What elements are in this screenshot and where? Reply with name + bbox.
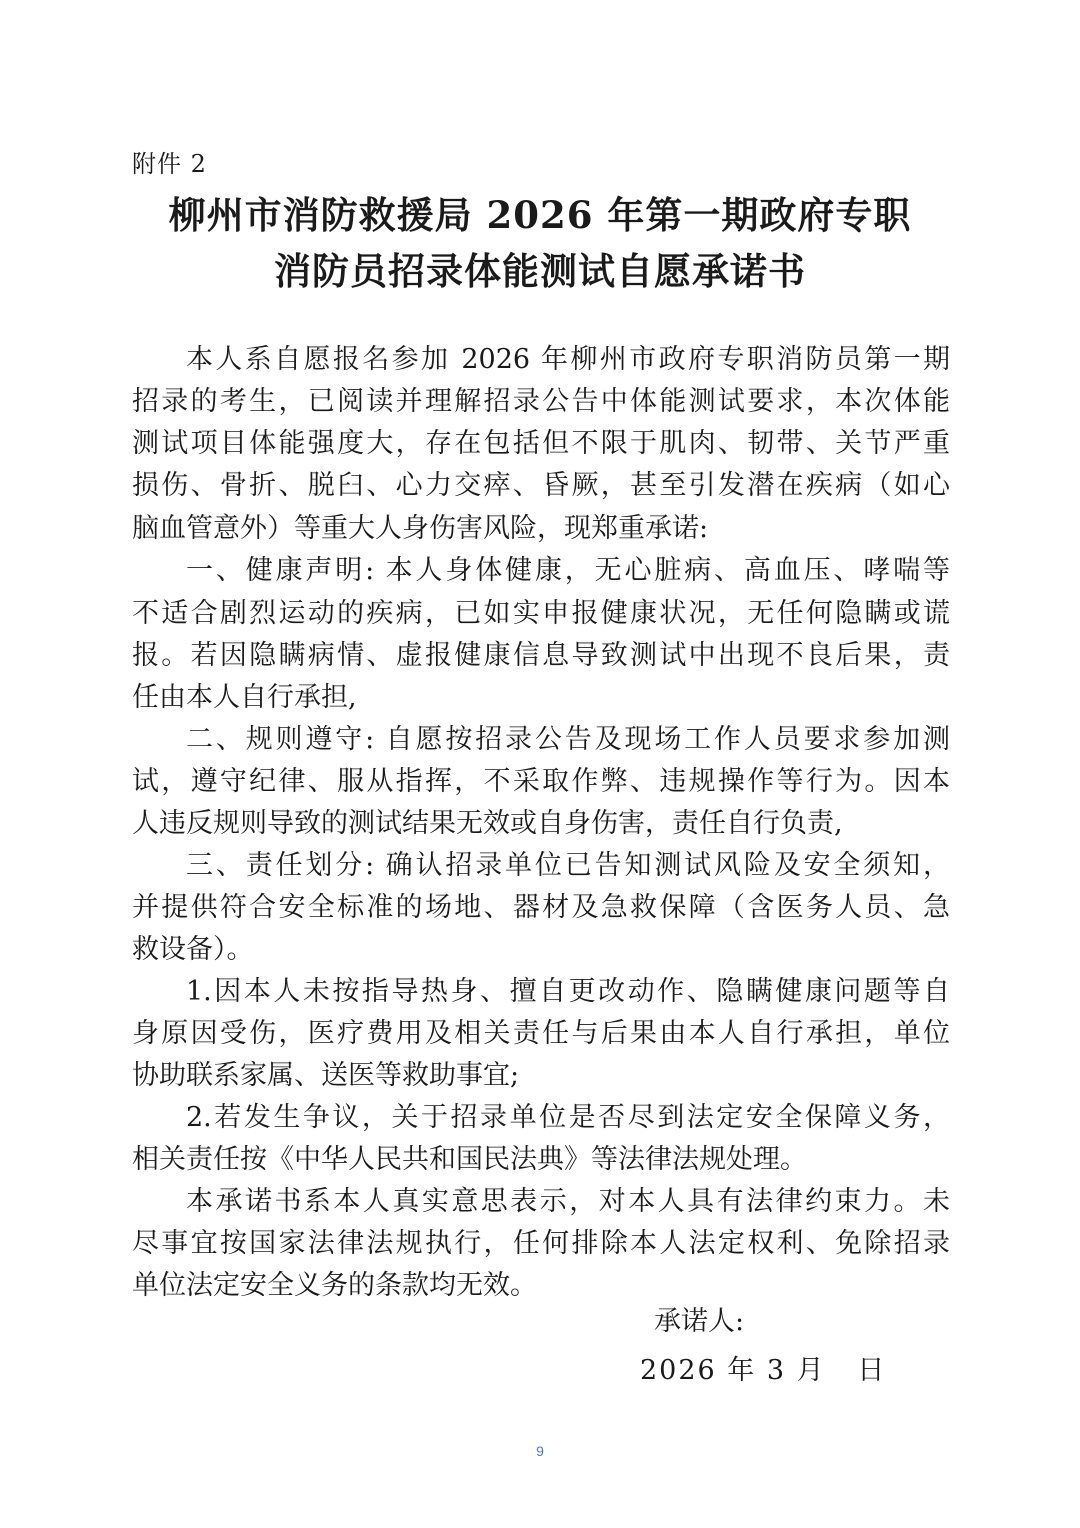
body-line: 损伤、骨折、脱臼、心力交瘁、昏厥，甚至引发潜在疾病（如心	[132, 470, 950, 501]
body-line: 三、责任划分: 确认招录单位已告知测试风险及安全须知，	[186, 850, 950, 881]
body-line: 报。若因隐瞒病情、虚报健康信息导致测试中出现不良后果，责	[132, 640, 950, 671]
body-line: 1.因本人未按指导热身、擅自更改动作、隐瞒健康问题等自	[186, 976, 950, 1007]
document-title-line-1: 柳州市消防救援局 2026 年第一期政府专职	[168, 193, 912, 237]
document-title-line-2: 消防员招录体能测试自愿承诺书	[274, 249, 806, 293]
body-line: 试，遵守纪律、服从指挥，不采取作弊、违规操作等行为。因本	[132, 766, 950, 797]
body-line: 人违反规则导致的测试结果无效或自身伤害，责任自行负责,	[132, 808, 843, 839]
body-line: 测试项目体能强度大，存在包括但不限于肌肉、韧带、关节严重	[132, 428, 950, 459]
body-line: 尽事宜按国家法律法规执行，任何排除本人法定权利、免除招录	[132, 1228, 950, 1259]
signatory-label: 承诺人:	[654, 1306, 745, 1337]
body-line: 不适合剧烈运动的疾病，已如实申报健康状况，无任何隐瞒或谎	[132, 598, 950, 629]
signature-date: 2026 年 3 月 日	[640, 1355, 887, 1386]
body-line: 救设备）。	[132, 934, 254, 965]
body-line: 任由本人自行承担,	[132, 682, 357, 713]
body-line: 二、规则遵守: 自愿按招录公告及现场工作人员要求参加测	[186, 724, 950, 755]
body-line: 并提供符合安全标准的场地、器材及急救保障（含医务人员、急	[132, 892, 950, 923]
body-line: 招录的考生，已阅读并理解招录公告中体能测试要求，本次体能	[132, 386, 950, 417]
body-line: 本人系自愿报名参加 2026 年柳州市政府专职消防员第一期	[186, 344, 950, 375]
body-line: 身原因受伤，医疗费用及相关责任与后果由本人自行承担，单位	[132, 1018, 950, 1049]
body-line: 协助联系家属、送医等救助事宜;	[132, 1060, 520, 1091]
body-line: 单位法定安全义务的条款均无效。	[132, 1270, 537, 1301]
body-line: 本承诺书系本人真实意思表示，对本人具有法律约束力。未	[186, 1186, 950, 1217]
body-line: 2.若发生争议，关于招录单位是否尽到法定安全保障义务，	[186, 1102, 950, 1133]
body-line: 一、健康声明: 本人身体健康，无心脏病、高血压、哮喘等	[186, 555, 950, 586]
page-number: 9	[536, 1443, 544, 1459]
body-line: 脑血管意外）等重大人身伤害风险，现郑重承诺:	[132, 513, 709, 544]
body-line: 相关责任按《中华人民共和国民法典》等法律法规处理。	[132, 1144, 807, 1175]
attachment-label: 附件 2	[132, 150, 207, 178]
